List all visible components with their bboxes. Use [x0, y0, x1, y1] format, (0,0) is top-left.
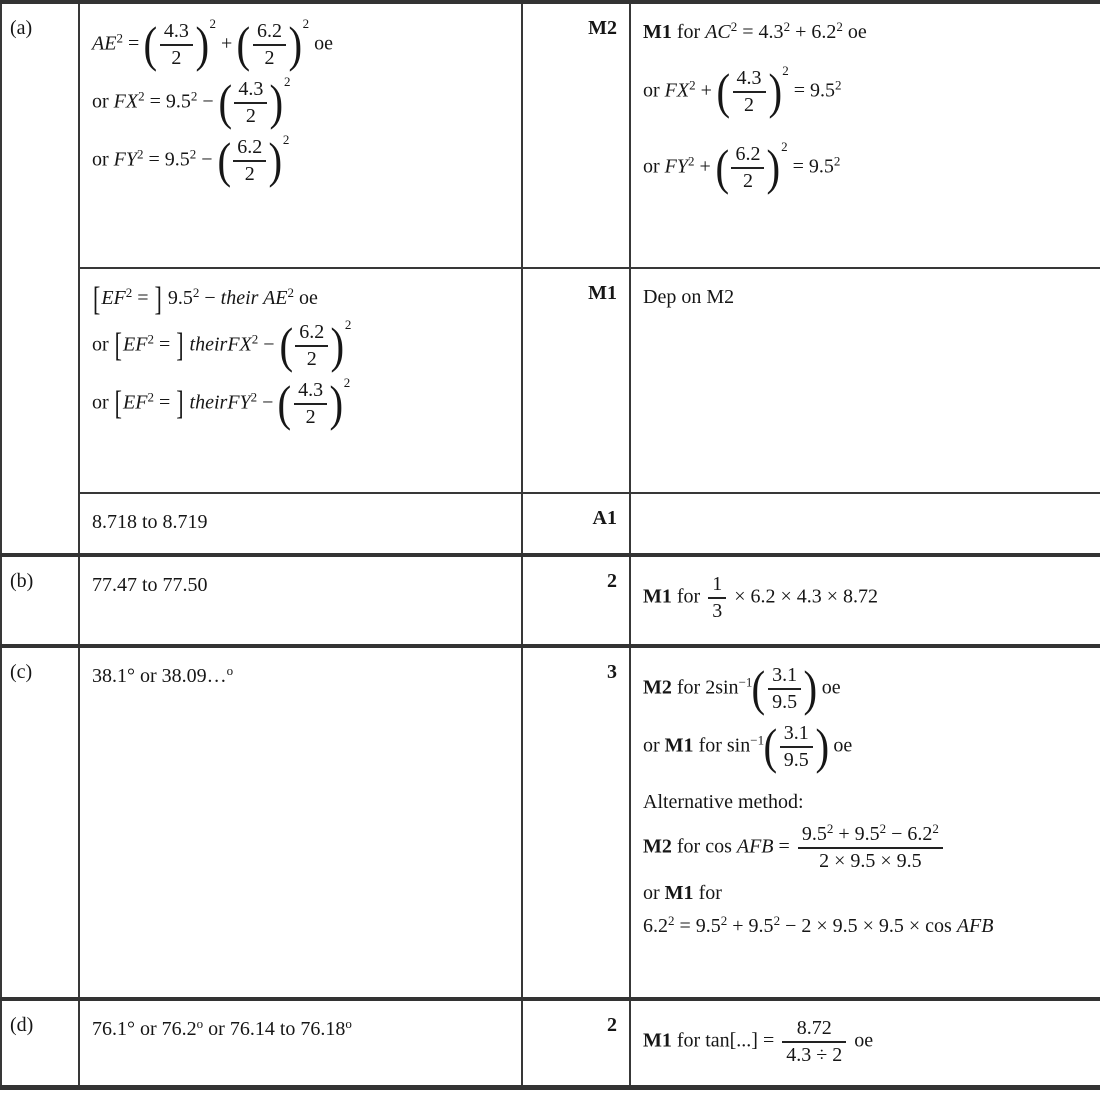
tall-bracket: ] [176, 325, 184, 364]
tall-bracket: [ [114, 383, 122, 422]
fraction: $\frac{4.3}{2}$ [733, 67, 766, 117]
parenthesized-fraction: ( $\frac{6.2}{2}$ ) 2 [279, 316, 352, 373]
fraction: $\frac{4.3}{2}$ [294, 379, 327, 429]
math-line: $AE^2$ = ( $\frac{4.3}{2}$ ) 2 + ( $\frac{6.2}{2}$ ) 2 oe [92, 16, 334, 73]
math-line: M2 for cos AFB = $\frac{9.5^2 + 9.5^2 - 6.2^2}{2 \times 9.5 \times 9.5}$ [643, 823, 1088, 873]
note-cell-a3 [630, 493, 1100, 555]
note-cell-d [630, 999, 1100, 1088]
math-line: or [$EF^2$ = ] theirFX$^2$ − ( $\frac{6.2}{2}$ ) 2 [92, 316, 352, 373]
tall-bracket: [ [114, 325, 122, 364]
answer-cell-a1 [79, 2, 522, 268]
math-line: M1 for $\frac{1}{3}$ × 6.2 × 4.3 × 8.72 [643, 573, 879, 622]
mark-cell-a2 [522, 268, 630, 493]
note-lines-a2 [643, 285, 1088, 310]
fraction: $\frac{9.5^2 + 9.5^2 - 6.2^2}{2 \times 9.5 \times 9.5}$ [798, 823, 943, 873]
mark-cell-b [522, 555, 630, 646]
parenthesized-fraction: ( $\frac{4.3}{2}$ ) 2 [716, 63, 789, 120]
part-label-c: (c) [10, 661, 33, 683]
tall-bracket: [ [93, 278, 101, 318]
answer-cell-d [79, 999, 522, 1088]
parenthesized-fraction: ( $\frac{6.2}{2}$ ) 2 [217, 132, 290, 189]
math-line: Alternative method: [643, 791, 804, 813]
fraction: $\frac{3.1}{9.5}$ [780, 722, 813, 772]
answer-lines-c [92, 664, 509, 689]
mark-value-a3: A1 [592, 507, 617, 529]
note-cell-a2 [630, 268, 1100, 493]
fraction: $\frac{3.1}{9.5}$ [768, 664, 801, 714]
math-line: 77.47 to 77.50 [92, 574, 208, 596]
fraction: $\frac{8.72}{4.3 \div 2}$ [782, 1017, 846, 1067]
fraction: $\frac{4.3}{2}$ [160, 20, 193, 70]
mark-cell-d [522, 999, 630, 1088]
mark-value-b: 2 [607, 570, 617, 592]
note-lines-d [643, 1017, 1088, 1067]
part-label-cell-d [1, 999, 79, 1088]
math-line: [$EF^2$ = ] $9.5^2$ − their $AE^2$ oe [92, 285, 509, 313]
answer-lines-d [92, 1017, 509, 1042]
math-line: or $FX^2 = 9.5^2$ − ( $\frac{4.3}{2}$ ) 2 [92, 74, 291, 131]
parenthesized-fraction: ( $\frac{4.3}{2}$ ) 2 [143, 16, 217, 73]
mark-value-c: 3 [607, 661, 617, 683]
math-line: or M1 for [643, 882, 722, 904]
mark-value-d: 2 [607, 1014, 617, 1036]
math-line: 8.718 to 8.719 [92, 511, 208, 533]
parenthesized-fraction: ( $\frac{3.1}{9.5}$ ) [763, 718, 829, 775]
parenthesized-fraction: ( $\frac{6.2}{2}$ ) 2 [236, 16, 310, 73]
part-label-cell-a [1, 2, 79, 555]
math-line: Dep on M2 [643, 286, 735, 308]
note-cell-b [630, 555, 1100, 646]
part-label-cell-b [1, 555, 79, 646]
part-label-a: (a) [10, 17, 33, 39]
answer-lines-a2 [92, 278, 509, 431]
parenthesized-fraction: ( $\frac{3.1}{9.5}$ ) [751, 660, 818, 717]
math-line: $6.2^2 = 9.5^2 + 9.5^2 - 2 \times 9.5 \times 9.5 \times \cos$ AFB [643, 912, 994, 937]
answer-cell-c [79, 646, 522, 999]
fraction: $\frac{6.2}{2}$ [731, 143, 764, 193]
math-line: M2 for $2\sin^{-1}$ ( $\frac{3.1}{9.5}$ ) oe [643, 660, 841, 717]
math-line: or M1 for $\sin^{-1}$ ( $\frac{3.1}{9.5}$ ) oe [643, 718, 853, 775]
note-lines-a1 [643, 18, 1088, 196]
answer-lines-a3 [92, 510, 509, 535]
note-cell-a1 [630, 2, 1100, 268]
parenthesized-fraction: ( $\frac{4.3}{2}$ ) 2 [277, 374, 351, 431]
tall-bracket: ] [176, 383, 184, 422]
parenthesized-fraction: ( $\frac{6.2}{2}$ ) 2 [715, 139, 788, 196]
answer-lines-a1 [92, 16, 509, 189]
math-line: 76.1° or 76.2$^o$ or 76.14 to 76.18$^o$ [92, 1015, 352, 1040]
part-label-b: (b) [10, 570, 34, 592]
tall-bracket: ] [154, 278, 162, 318]
math-line: M1 for $AC^2 = 4.3^2 + 6.2^2$ oe [643, 18, 867, 43]
fraction: $\frac{6.2}{2}$ [253, 20, 286, 70]
answer-cell-a2 [79, 268, 522, 493]
fraction: $\frac{6.2}{2}$ [233, 136, 266, 186]
mark-cell-a3 [522, 493, 630, 555]
mark-cell-a1 [522, 2, 630, 268]
math-line: or [$EF^2$ = ] theirFY$^2$ − ( $\frac{4.3}{2}$ ) 2 [92, 374, 351, 431]
answer-lines-b [92, 573, 509, 598]
parenthesized-fraction: ( $\frac{4.3}{2}$ ) 2 [218, 74, 291, 131]
mark-value-a2: M1 [588, 282, 617, 304]
math-line: or $FY^2$ + ( $\frac{6.2}{2}$ ) 2 = $9.5^2$ [643, 139, 841, 196]
answer-cell-a3 [79, 493, 522, 555]
fraction: $\frac{4.3}{2}$ [234, 78, 267, 128]
note-lines-b [643, 573, 1088, 623]
note-cell-c [630, 646, 1100, 999]
mark-cell-c [522, 646, 630, 999]
part-label-cell-c [1, 646, 79, 999]
math-line: or $FX^2$ + ( $\frac{4.3}{2}$ ) 2 = $9.5^2$ [643, 63, 842, 120]
part-label-d: (d) [10, 1014, 34, 1036]
math-line: or $FY^2 = 9.5^2$ − ( $\frac{6.2}{2}$ ) 2 [92, 132, 290, 189]
note-lines-c [643, 660, 1088, 939]
fraction: $\frac{6.2}{2}$ [295, 321, 328, 371]
math-line: 38.1° or 38.09…$^o$ [92, 662, 234, 687]
mark-value-a1: M2 [588, 17, 617, 39]
math-line: M1 for tan[...] = $\frac{8.72}{4.3 \div 2}$ oe [643, 1017, 874, 1066]
answer-cell-b [79, 555, 522, 646]
fraction: $\frac{1}{3}$ [708, 573, 726, 623]
